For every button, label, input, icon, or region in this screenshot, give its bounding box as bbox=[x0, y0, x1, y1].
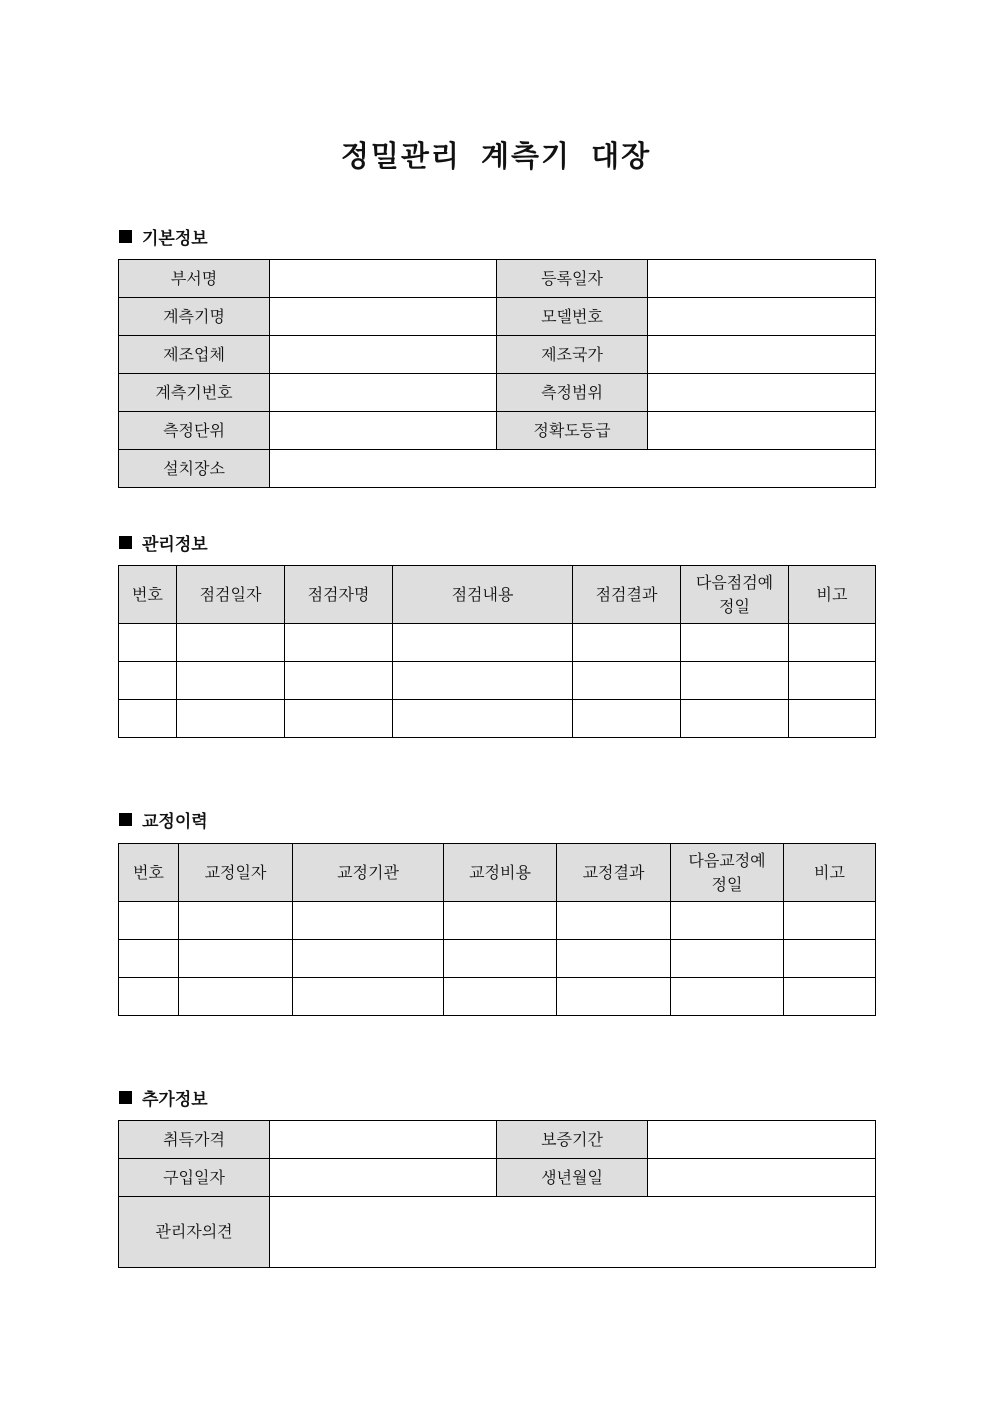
table-cell[interactable] bbox=[671, 902, 784, 940]
table-cell[interactable] bbox=[573, 662, 681, 700]
table-cell[interactable] bbox=[573, 700, 681, 738]
table-cell[interactable] bbox=[293, 978, 444, 1016]
table-cell[interactable] bbox=[179, 902, 293, 940]
label-instrument-name: 계측기명 bbox=[119, 298, 270, 336]
table-cell[interactable] bbox=[177, 624, 285, 662]
field-purchase-date[interactable] bbox=[270, 1159, 497, 1197]
table-header-row bbox=[119, 566, 876, 624]
table-cell[interactable] bbox=[789, 662, 876, 700]
table-cell[interactable] bbox=[681, 662, 789, 700]
section-heading-calibration bbox=[119, 807, 208, 832]
table-cell[interactable] bbox=[285, 700, 393, 738]
table-row bbox=[119, 940, 876, 978]
table-cell[interactable] bbox=[119, 902, 179, 940]
section-heading-management bbox=[119, 530, 208, 555]
label-measurement-range: 측정범위 bbox=[497, 374, 648, 412]
table-cell[interactable] bbox=[681, 624, 789, 662]
table-header-row bbox=[119, 844, 876, 902]
basic-info-table bbox=[118, 259, 876, 488]
table-cell[interactable] bbox=[179, 978, 293, 1016]
col-header-remarks: 비고 bbox=[789, 566, 876, 624]
field-country[interactable] bbox=[648, 336, 876, 374]
table-cell[interactable] bbox=[444, 978, 557, 1016]
table-cell[interactable] bbox=[557, 978, 671, 1016]
table-cell[interactable] bbox=[784, 940, 876, 978]
label-manufacturer: 제조업체 bbox=[119, 336, 270, 374]
table-cell[interactable] bbox=[784, 902, 876, 940]
square-bullet-icon bbox=[119, 536, 132, 549]
section-heading-label: 관리정보 bbox=[142, 535, 208, 555]
table-row bbox=[119, 1121, 876, 1159]
table-cell[interactable] bbox=[671, 978, 784, 1016]
col-header-calibration-cost: 교정비용 bbox=[444, 844, 557, 902]
label-birth-date: 생년월일 bbox=[497, 1159, 648, 1197]
col-header-inspection-date: 점검일자 bbox=[177, 566, 285, 624]
col-header-number: 번호 bbox=[119, 844, 179, 902]
table-cell[interactable] bbox=[393, 624, 573, 662]
table-cell[interactable] bbox=[671, 940, 784, 978]
header-line: 정일 bbox=[719, 596, 750, 616]
table-row bbox=[119, 336, 876, 374]
table-cell[interactable] bbox=[393, 700, 573, 738]
table-cell[interactable] bbox=[177, 700, 285, 738]
extra-info-table bbox=[118, 1120, 876, 1268]
col-header-inspection-content: 점검내용 bbox=[393, 566, 573, 624]
field-manufacturer[interactable] bbox=[270, 336, 497, 374]
col-header-next-calibration bbox=[671, 844, 784, 902]
col-header-calibration-agency: 교정기관 bbox=[293, 844, 444, 902]
header-line: 정일 bbox=[711, 874, 743, 894]
table-cell[interactable] bbox=[119, 624, 177, 662]
table-cell[interactable] bbox=[119, 700, 177, 738]
field-warranty-period[interactable] bbox=[648, 1121, 876, 1159]
table-cell[interactable] bbox=[444, 902, 557, 940]
field-measurement-unit[interactable] bbox=[270, 412, 497, 450]
table-row bbox=[119, 1197, 876, 1268]
table-cell[interactable] bbox=[444, 940, 557, 978]
square-bullet-icon bbox=[119, 1091, 132, 1104]
table-cell[interactable] bbox=[789, 624, 876, 662]
field-accuracy-grade[interactable] bbox=[648, 412, 876, 450]
table-row bbox=[119, 374, 876, 412]
table-cell[interactable] bbox=[179, 940, 293, 978]
field-instrument-name[interactable] bbox=[270, 298, 497, 336]
label-purchase-date: 구입일자 bbox=[119, 1159, 270, 1197]
table-cell[interactable] bbox=[393, 662, 573, 700]
section-heading-label: 교정이력 bbox=[142, 812, 208, 832]
field-instrument-number[interactable] bbox=[270, 374, 497, 412]
label-department: 부서명 bbox=[119, 260, 270, 298]
table-cell[interactable] bbox=[119, 662, 177, 700]
table-row bbox=[119, 624, 876, 662]
table-row bbox=[119, 662, 876, 700]
table-row bbox=[119, 298, 876, 336]
field-manager-opinion[interactable] bbox=[270, 1197, 876, 1268]
table-cell[interactable] bbox=[789, 700, 876, 738]
col-header-calibration-date: 교정일자 bbox=[179, 844, 293, 902]
calibration-table bbox=[118, 843, 876, 1016]
section-heading-label: 기본정보 bbox=[142, 229, 208, 249]
table-row bbox=[119, 450, 876, 488]
header-line: 다음교정예 bbox=[688, 851, 766, 871]
label-location: 설치장소 bbox=[119, 450, 270, 488]
section-heading-basic bbox=[119, 224, 208, 249]
table-cell[interactable] bbox=[784, 978, 876, 1016]
label-manager-opinion: 관리자의견 bbox=[119, 1197, 270, 1268]
table-cell[interactable] bbox=[573, 624, 681, 662]
table-cell[interactable] bbox=[681, 700, 789, 738]
table-row bbox=[119, 1159, 876, 1197]
field-model-number[interactable] bbox=[648, 298, 876, 336]
square-bullet-icon bbox=[119, 230, 132, 243]
table-cell[interactable] bbox=[285, 662, 393, 700]
table-cell[interactable] bbox=[293, 902, 444, 940]
label-acquisition-price: 취득가격 bbox=[119, 1121, 270, 1159]
field-acquisition-price[interactable] bbox=[270, 1121, 497, 1159]
label-registration-date: 등록일자 bbox=[497, 260, 648, 298]
col-header-remarks: 비고 bbox=[784, 844, 876, 902]
field-measurement-range[interactable] bbox=[648, 374, 876, 412]
table-row bbox=[119, 978, 876, 1016]
label-country: 제조국가 bbox=[497, 336, 648, 374]
page-title: 정밀관리 계측기 대장 bbox=[340, 139, 652, 173]
label-measurement-unit: 측정단위 bbox=[119, 412, 270, 450]
square-bullet-icon bbox=[119, 813, 132, 826]
label-accuracy-grade: 정확도등급 bbox=[497, 412, 648, 450]
table-cell[interactable] bbox=[119, 940, 179, 978]
table-row bbox=[119, 412, 876, 450]
field-registration-date[interactable] bbox=[648, 260, 876, 298]
table-row bbox=[119, 260, 876, 298]
label-instrument-number: 계측기번호 bbox=[119, 374, 270, 412]
table-cell[interactable] bbox=[285, 624, 393, 662]
management-table bbox=[118, 565, 876, 738]
col-header-inspection-result: 점검결과 bbox=[573, 566, 681, 624]
field-birth-date[interactable] bbox=[648, 1159, 876, 1197]
table-cell[interactable] bbox=[557, 940, 671, 978]
table-cell[interactable] bbox=[293, 940, 444, 978]
col-header-calibration-result: 교정결과 bbox=[557, 844, 671, 902]
field-location[interactable] bbox=[270, 450, 876, 488]
col-header-inspector: 점검자명 bbox=[285, 566, 393, 624]
col-header-number: 번호 bbox=[119, 566, 177, 624]
table-cell[interactable] bbox=[119, 978, 179, 1016]
table-row bbox=[119, 700, 876, 738]
section-heading-label: 추가정보 bbox=[142, 1090, 208, 1110]
table-cell[interactable] bbox=[557, 902, 671, 940]
field-department[interactable] bbox=[270, 260, 497, 298]
label-model-number: 모델번호 bbox=[497, 298, 648, 336]
label-warranty-period: 보증기간 bbox=[497, 1121, 648, 1159]
col-header-next-inspection bbox=[681, 566, 789, 624]
table-cell[interactable] bbox=[177, 662, 285, 700]
section-heading-extra bbox=[119, 1085, 208, 1110]
header-line: 다음점검예 bbox=[695, 573, 774, 593]
table-row bbox=[119, 902, 876, 940]
